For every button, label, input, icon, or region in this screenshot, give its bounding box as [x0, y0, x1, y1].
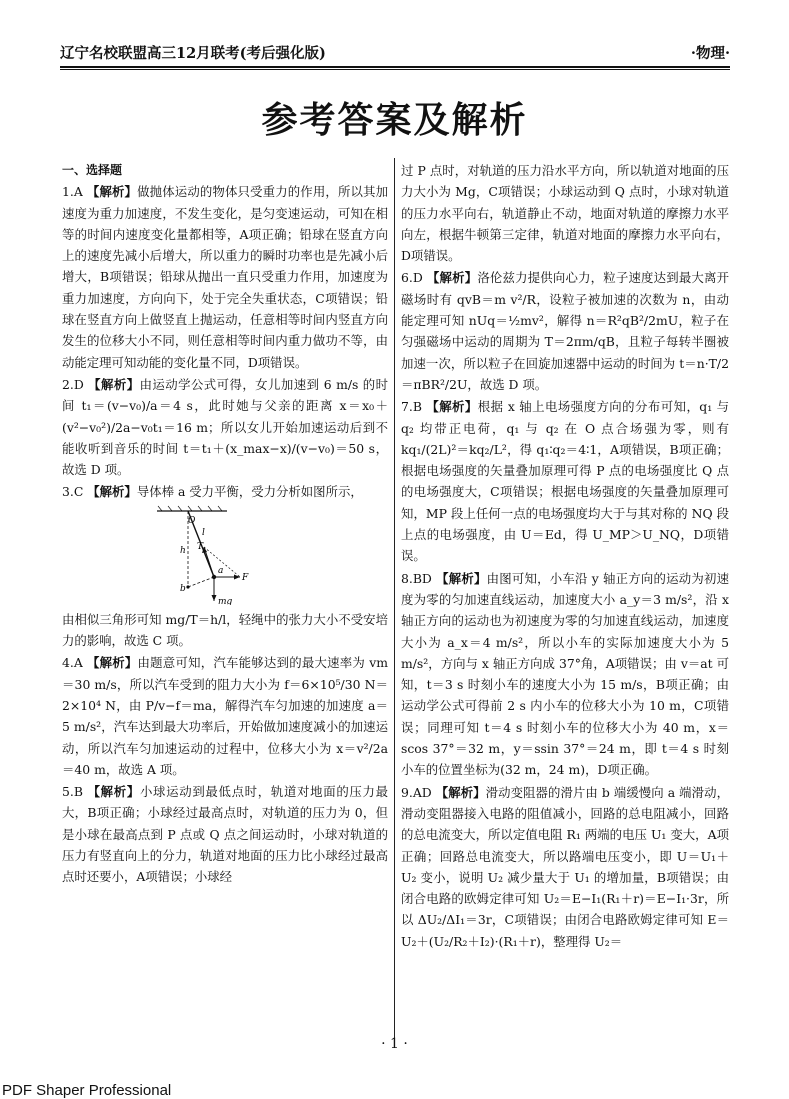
left-column: [62, 160, 388, 889]
item-answer: D: [412, 270, 423, 286]
item-text: 由运动学公式可得，女儿加速到 6 m/s 的时间 t₁＝(v−v₀)/a＝4 s，此时她与父亲的距离 x＝x₀＋(v²−v₀²)/2a−v₀t₁＝16 m；所以女儿开始加速运动后到不能收听到音乐的时间 t＝t₁＋(x_max−x)/(v−v₀)＝50 s，故选 D 项。: [62, 376, 388, 478]
analysis-tag: 【解析】: [86, 184, 138, 200]
item-number: 2.: [62, 376, 74, 392]
analysis-tag: 【解析】: [88, 376, 140, 392]
column-divider: [394, 158, 395, 1038]
analysis-tag: 【解析】: [426, 270, 478, 286]
answer-item-8: [401, 568, 729, 781]
item-text: 由图可知，小车沿 y 轴正方向的运动为初速度为零的匀加速直线运动，加速度大小 a_y＝3 m/s²，沿 x 轴正方向的运动也为初速度为零的匀加速直线运动，加速度大小为 a_x＝4 m/s²，所以小车的实际加速度大小为 5 m/s²，方向与 x 轴正方向成 37°角，A项错误；由 v＝at 可知，t＝3 s 时刻小车的速度大小为 15 m/s，B项正确；由运动学公式可得前 2 s 内小车的位移大小为 10 m，C项错误；同理可知 t＝4 s 时刻小车的位移大小为 40 m，x＝scos 37°＝32 m，y＝ssin 37°＝24 m，即 t＝4 s 时刻小车的位置坐标为(32 m，24 m)，D项正确。: [401, 570, 729, 778]
label-mg: mg: [218, 596, 233, 605]
label-a: a: [218, 565, 224, 576]
item-answer: AD: [412, 784, 432, 800]
subject-label: ·物理·: [690, 45, 730, 62]
answer-item-3: [62, 481, 388, 502]
point-a: [212, 575, 216, 579]
analysis-tag: 【解析】: [435, 784, 486, 800]
ceiling-hatch: [158, 506, 222, 511]
answer-item-2: [62, 374, 388, 480]
analysis-tag: 【解析】: [86, 655, 138, 671]
label-l: l: [202, 527, 205, 538]
label-b: b: [180, 583, 186, 594]
analysis-tag: 【解析】: [426, 399, 478, 415]
answer-item-5: [62, 781, 388, 887]
force-f-arrowhead: [234, 574, 240, 579]
gravity-arrowhead: [212, 595, 217, 601]
item-answer: A: [73, 655, 83, 671]
watermark-text: PDF Shaper Professional: [2, 1082, 172, 1099]
item-number: 7.: [401, 399, 413, 415]
answer-item-6: [401, 267, 729, 395]
item-text: 导体棒 a 受力平衡，受力分析如图所示，: [136, 484, 363, 500]
item-number: 3.: [62, 484, 74, 500]
section-heading: 一、选择题: [62, 163, 123, 177]
page-number: · 1 ·: [381, 1036, 408, 1052]
label-f: F: [242, 572, 249, 583]
answer-item-7: [401, 396, 729, 566]
answer-item-1: [62, 181, 388, 373]
item-text: 小球运动到最低点时，轨道对地面的压力最大，B项正确；小球经过最高点时，对轨道的压力为 0，但是小球在最高点到 P 点或 Q 点之间运动时，小球对轨道的压力有竖直向上的分力，轨道对地面的压力比小球经过最高点时还要小，A项错误；小球经: [62, 784, 388, 885]
answer-item-5-cont: [401, 160, 729, 266]
item-answer: D: [73, 376, 84, 392]
force-diagram-svg: [152, 505, 282, 605]
item-text: 滑动变阻器的滑片由 b 端缓慢向 a 端滑动，滑动变阻器接入电路的阻值减小，回路的总电阻减小，回路的总电流变大，所以定值电阻 R₁ 两端的电压 U₁ 变大，A项正确；回路总电流变大，所以路端电压变小，即 U＝U₁＋U₂ 变小，说明 U₂ 减少量大于 U₁ 的增加量，B项错误；由闭合电路的欧姆定律可知 U₂＝E−I₁(R₁＋r)＝E−I₁·3r，所以 ΔU₂/ΔI₁＝3r，C项错误；由闭合电路欧姆定律可知 E＝U₂＋(U₂/R₂＋I₂)·(R₁＋r)，整理得 U₂＝: [401, 784, 729, 949]
base-line: [188, 577, 214, 587]
item-number: 6.: [401, 270, 413, 286]
item-text: 做抛体运动的物体只受重力的作用，所以其加速度为重力加速度，不发生变化，是匀变速运动，可知在相等的时间内速度变化量都相等，A项正确；铅球在竖直方向上的速度先减小后增大，所以重力的瞬时功率也是先减小后增大，B项错误；铅球从抛出一直只受重力作用，加速度为重力加速度，方向向下，处于完全失重状态，C项错误；铅球在竖直方向上做竖直上抛运动，任意相等时间内竖直方向发生的位移大小不同，则任意相等时间内重力做功不等，由动能定理可知动能的变化量不同，D项错误。: [62, 184, 389, 370]
label-h: h: [180, 545, 186, 556]
analysis-tag: 【解析】: [436, 570, 487, 586]
analysis-tag: 【解析】: [87, 784, 140, 800]
item-number: 5.: [62, 784, 74, 800]
item-text: 由题意可知，汽车能够达到的最大速率为 vm＝30 m/s，所以汽车受到的阻力大小为 f＝6×10⁵/30 N＝2×10⁴ N，由 P/v−f＝ma，解得汽车匀加速的加速度 a＝5 m/s²，汽车达到最大功率后，开始做加速度减小的加速运动，所以汽车匀加速运动的过程中，位移大小为 x＝v²/2a＝40 m，故选 A 项。: [62, 655, 388, 777]
header-rule: [60, 66, 730, 68]
page-header: [60, 40, 730, 62]
item-number: 1.: [62, 184, 74, 200]
item-answer: B: [412, 399, 422, 415]
item-text: 根据 x 轴上电场强度方向的分布可知，q₁ 与 q₂ 均带正电荷，q₁ 与 q₂ 在 O 点合场强为零，则有 kq₁/(2L)²＝kq₂/L²，得 q₁∶q₂＝4∶1，A项错误，B项正确；根据电场强度的矢量叠加原理可得 P 点的电场强度比 Q 点的电场强度大，C项错误；根据电场强度的矢量叠加原理可知，MP 段上任何一点的电场强度均大于与其对称的 NQ 段上点的电场强度，由 U＝Ed，得 U_MP＞U_NQ，D项错误。: [401, 399, 729, 564]
item-number: 4.: [62, 655, 74, 671]
point-b: [186, 585, 189, 588]
right-column: [401, 160, 729, 953]
force-diagram: [62, 505, 388, 605]
answer-item-3-cont: [62, 609, 388, 652]
item-answer: BD: [412, 570, 432, 586]
header-rule-thin: [60, 69, 730, 70]
exam-title: 辽宁名校联盟高三12月联考(考后强化版): [60, 45, 326, 62]
item-text: 由相似三角形可知 mg/T＝h/l，轻绳中的张力大小不受安培力的影响，故选 C 项。: [62, 611, 388, 649]
item-number: 8.: [401, 570, 413, 586]
label-o: O: [188, 515, 196, 526]
item-answer: C: [73, 484, 84, 500]
label-t: T: [197, 541, 204, 552]
item-text: 洛伦兹力提供向心力，粒子速度达到最大离开磁场时有 qvB＝m v²/R，设粒子被加速的次数为 n，由动能定理可知 nUq＝½mv²，解得 n＝R²qB²/2mU，粒子在匀强磁场中运动的周期为 T＝2πm/qB，且粒子每转半圈被加速一次，所以粒子在回旋加速器中运动的时间为 t＝n·T/2＝πBR²/2U，故选 D 项。: [401, 270, 730, 392]
item-answer: A: [73, 184, 83, 200]
item-number: 9.: [401, 784, 413, 800]
item-text: 过 P 点时，对轨道的压力沿水平方向，所以轨道对地面的压力大小为 Mg，C项错误；小球运动到 Q 点时，小球对轨道的压力水平向右，轨道静止不动，地面对轨道的摩擦力水平向左，根据牛顿第三定律，轨道对地面的摩擦力水平向右，D项错误。: [401, 163, 729, 264]
page-title: 参考答案及解析: [261, 100, 528, 141]
answer-item-9: [401, 782, 729, 952]
answer-item-4: [62, 652, 388, 780]
item-answer: B: [73, 784, 83, 800]
analysis-tag: 【解析】: [87, 484, 137, 500]
